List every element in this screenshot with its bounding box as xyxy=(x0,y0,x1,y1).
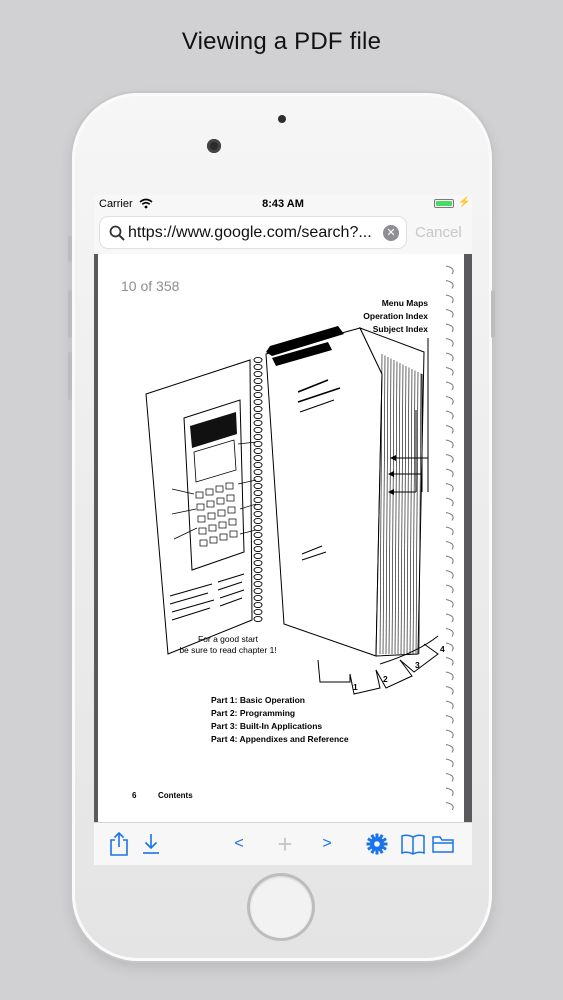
home-button[interactable] xyxy=(250,876,312,938)
menu-labels xyxy=(336,297,428,336)
front-camera xyxy=(207,139,221,153)
part-item: Part 3: Built-In Applications xyxy=(211,721,323,731)
status-bar xyxy=(94,195,472,213)
manual-illustration xyxy=(142,284,442,724)
advice-text xyxy=(178,634,278,656)
printed-page-number: 6 xyxy=(132,791,137,800)
carrier-label: Carrier xyxy=(99,198,133,210)
advice-line: be sure to read chapter 1! xyxy=(179,645,277,655)
forward-icon: > xyxy=(322,835,332,852)
volume-up-button xyxy=(68,290,72,338)
add-button[interactable] xyxy=(272,829,298,859)
gear-icon xyxy=(366,833,388,855)
binding-rings xyxy=(444,260,458,810)
pdf-page[interactable] xyxy=(98,254,464,822)
proximity-sensor xyxy=(278,115,286,123)
mute-switch xyxy=(68,236,72,262)
part-item: Part 1: Basic Operation xyxy=(211,695,306,705)
operation-index-label: Operation Index xyxy=(363,311,428,321)
menu-maps-label: Menu Maps xyxy=(381,298,428,308)
charging-icon: ⚡ xyxy=(458,197,471,208)
download-icon xyxy=(141,832,161,856)
pdf-viewer[interactable] xyxy=(94,254,472,822)
part-item: Part 4: Appendixes and Reference xyxy=(211,734,349,744)
volume-down-button xyxy=(68,352,72,400)
address-bar[interactable] xyxy=(100,217,406,248)
screen xyxy=(94,195,472,865)
chapter-number: 1 xyxy=(353,682,358,692)
back-icon: < xyxy=(234,835,244,852)
folder-icon xyxy=(431,834,455,854)
advice-line: For a good start xyxy=(197,634,258,644)
part-item: Part 2: Programming xyxy=(211,708,296,718)
back-button[interactable] xyxy=(228,829,250,859)
chapter-number: 2 xyxy=(383,674,388,684)
cancel-button[interactable]: Cancel xyxy=(415,224,462,241)
search-icon xyxy=(109,225,125,241)
add-icon: + xyxy=(277,828,293,859)
parts-list xyxy=(211,694,349,746)
battery-icon xyxy=(434,199,454,208)
page-counter: 10 of 358 xyxy=(121,278,180,294)
bookmarks-button[interactable] xyxy=(398,829,428,859)
chapter-number: 3 xyxy=(415,660,420,670)
bottom-toolbar xyxy=(94,822,472,865)
url-input[interactable]: https://www.google.com/search?... xyxy=(128,224,372,241)
settings-button[interactable] xyxy=(364,829,390,859)
chapter-number: 4 xyxy=(440,644,445,654)
clear-url-button[interactable]: ✕ xyxy=(383,225,399,241)
book-icon xyxy=(400,833,426,855)
clock: 8:43 AM xyxy=(262,198,304,210)
forward-button[interactable] xyxy=(316,829,338,859)
power-button xyxy=(491,290,495,338)
subject-index-label: Subject Index xyxy=(372,324,428,334)
printed-page-label: Contents xyxy=(158,791,193,800)
files-button[interactable] xyxy=(430,829,456,859)
share-icon xyxy=(108,831,130,857)
download-button[interactable] xyxy=(138,829,164,859)
share-button[interactable] xyxy=(106,829,132,859)
headline: Viewing a PDF file xyxy=(181,28,382,55)
